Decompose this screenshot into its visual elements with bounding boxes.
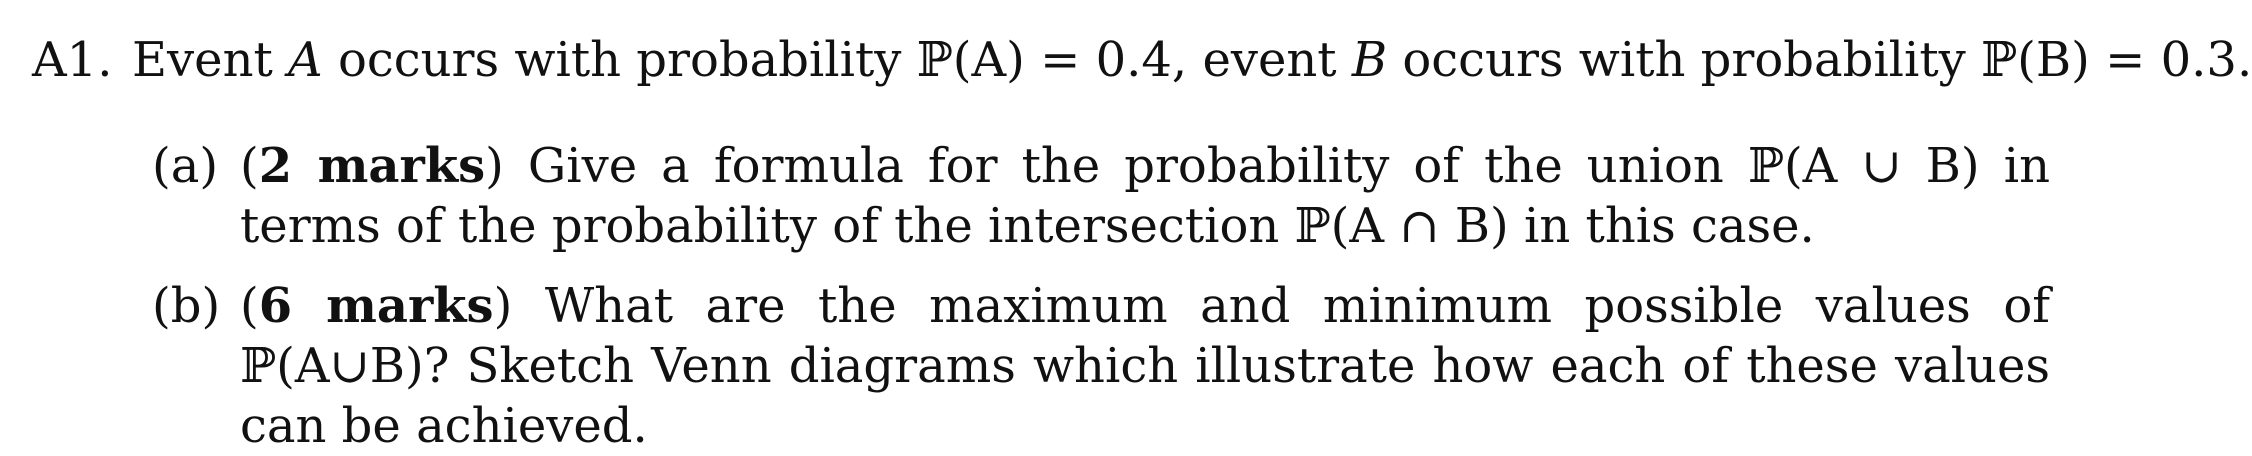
stem-prefix: Event	[132, 32, 289, 88]
part-a-label: (a)	[152, 138, 219, 194]
stem-suffix: .	[2236, 32, 2252, 88]
prob-a-expression: ℙ(A) = 0.4	[916, 32, 1172, 88]
part-b-text	[240, 276, 2050, 456]
part-a-text-1: Give a formula for the probability of the union	[503, 138, 1748, 194]
part-b-text-2: ? Sketch Venn diagrams which illustrate how each of these values can be achieved.	[240, 338, 2050, 454]
question-number: A1.	[32, 32, 113, 88]
part-b-marks: 6 marks	[258, 278, 494, 334]
part-a-open-paren: (	[240, 138, 259, 194]
part-a-text-3: in this case.	[1508, 198, 1815, 254]
part-a-text	[240, 136, 2050, 256]
stem-mid-3: occurs with probability	[1387, 32, 1982, 88]
part-a-intersection-expression: ℙ(A ∩ B)	[1294, 198, 1509, 254]
part-b-open-paren: (	[240, 278, 259, 334]
stem-mid-1: occurs with probability	[322, 32, 917, 88]
part-b-label: (b)	[152, 278, 221, 334]
question-stem	[132, 30, 2252, 90]
prob-b-expression: ℙ(B) = 0.3	[1981, 32, 2237, 88]
part-a-text-2: in terms of the probability of the intersection	[240, 138, 2050, 254]
part-b-text-1: What are the maximum and minimum possible values of	[512, 278, 2050, 334]
part-a-close-paren: )	[485, 138, 504, 194]
part-a-marks: 2 marks	[258, 138, 486, 194]
stem-mid-2: , event	[1171, 32, 1352, 88]
part-a-union-expression: ℙ(A ∪ B)	[1747, 138, 1980, 194]
part-b-union-expression: ℙ(A∪B)	[240, 338, 424, 394]
event-a: A	[288, 32, 323, 88]
part-b-close-paren: )	[493, 278, 513, 334]
event-b: B	[1351, 32, 1388, 88]
